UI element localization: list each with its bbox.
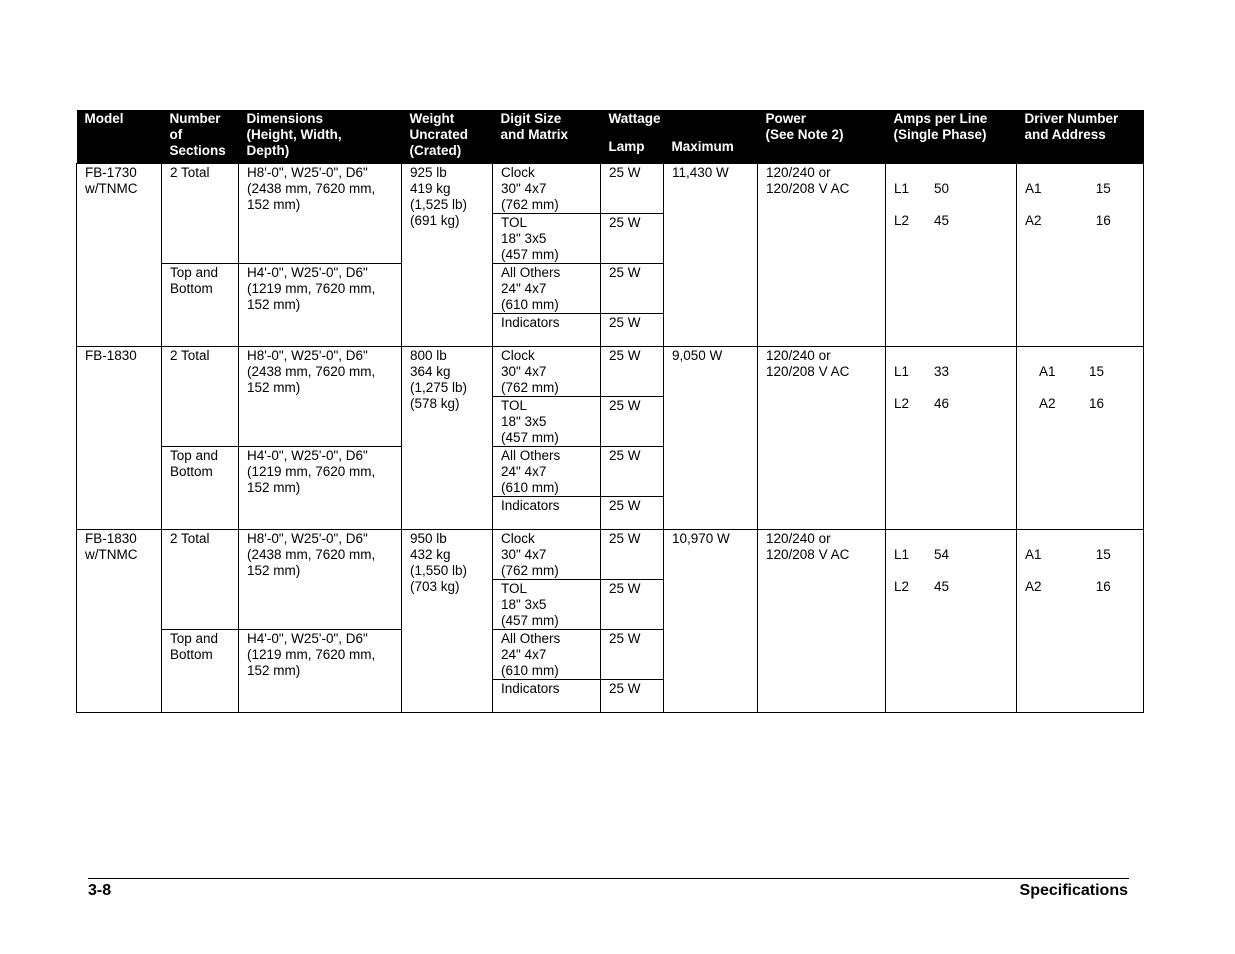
lamp-cell: 25 W (601, 630, 664, 680)
digit-cell: TOL 18" 3x5 (457 mm) (493, 214, 601, 264)
header-amps: Amps per Line (Single Phase) (886, 110, 1017, 164)
digit-cell: TOL 18" 3x5 (457 mm) (493, 580, 601, 630)
power-cell: 120/240 or 120/208 V AC (758, 530, 886, 713)
specifications-table (76, 110, 1144, 713)
dimensions-cell: H8'-0", W25'-0", D6" (2438 mm, 7620 mm, 152 mm) (239, 347, 402, 447)
driver-number: A1 (1039, 364, 1056, 379)
digit-cell: All Others 24" 4x7 (610 mm) (493, 630, 601, 680)
header-wattage: Wattage (601, 110, 758, 137)
header-sections: Number of Sections (162, 110, 239, 164)
table-body (77, 164, 1144, 713)
maximum-cell: 9,050 W (664, 347, 758, 530)
maximum-cell: 10,970 W (664, 530, 758, 713)
power-cell: 120/240 or 120/208 V AC (758, 164, 886, 347)
header-dimensions: Dimensions (Height, Width, Depth) (239, 110, 402, 164)
line-label: L1 (894, 181, 910, 196)
driver-number: A2 (1025, 213, 1042, 228)
table-row (77, 164, 1144, 214)
sections-cell: Top and Bottom (162, 264, 239, 347)
weight-cell: 950 lb 432 kg (1,550 lb) (703 kg) (402, 530, 493, 713)
digit-cell: TOL 18" 3x5 (457 mm) (493, 397, 601, 447)
dimensions-cell: H4'-0", W25'-0", D6" (1219 mm, 7620 mm, 152 mm) (239, 447, 402, 530)
driver-number: A2 (1039, 396, 1056, 411)
table-row (77, 347, 1144, 397)
driver-address: 15 (1089, 364, 1105, 379)
sections-cell: Top and Bottom (162, 630, 239, 713)
driver-address: 15 (1095, 181, 1111, 196)
lamp-cell: 25 W (601, 580, 664, 630)
lamp-cell: 25 W (601, 314, 664, 347)
amps-value: 45 (934, 579, 950, 594)
amps-value: 45 (934, 213, 950, 228)
amps-value: 54 (934, 547, 950, 562)
sections-cell: 2 Total (162, 347, 239, 447)
header-weight: Weight Uncrated (Crated) (402, 110, 493, 164)
amps-value: 46 (934, 396, 950, 411)
amps-value: 33 (934, 364, 950, 379)
sections-cell: Top and Bottom (162, 447, 239, 530)
page-number: 3-8 (88, 882, 112, 899)
driver-number: A1 (1025, 547, 1042, 562)
amps-cell (886, 347, 1017, 530)
lamp-cell: 25 W (601, 447, 664, 497)
line-label: L2 (894, 213, 910, 228)
digit-cell: Indicators (493, 680, 601, 713)
header-digit-size: Digit Size and Matrix (493, 110, 601, 164)
sections-cell: 2 Total (162, 164, 239, 264)
dimensions-cell: H8'-0", W25'-0", D6" (2438 mm, 7620 mm, 152 mm) (239, 164, 402, 264)
header-driver: Driver Number and Address (1017, 110, 1144, 164)
header-lamp: Lamp (601, 137, 664, 164)
driver-cell (1017, 530, 1144, 713)
driver-number: A1 (1025, 181, 1042, 196)
line-label: L2 (894, 579, 910, 594)
driver-address: 16 (1095, 213, 1111, 228)
line-label: L1 (894, 364, 910, 379)
header-power: Power (See Note 2) (758, 110, 886, 164)
model-cell: FB-1830 (77, 347, 162, 530)
lamp-cell: 25 W (601, 264, 664, 314)
driver-address: 16 (1089, 396, 1105, 411)
lamp-cell: 25 W (601, 497, 664, 530)
amps-cell (886, 530, 1017, 713)
amps-cell (886, 164, 1017, 347)
dimensions-cell: H8'-0", W25'-0", D6" (2438 mm, 7620 mm, 152 mm) (239, 530, 402, 630)
digit-cell: Clock 30" 4x7 (762 mm) (493, 347, 601, 397)
driver-cell (1017, 164, 1144, 347)
digit-cell: Indicators (493, 314, 601, 347)
lamp-cell: 25 W (601, 214, 664, 264)
header-maximum: Maximum (664, 137, 758, 164)
amps-value: 50 (934, 181, 950, 196)
dimensions-cell: H4'-0", W25'-0", D6" (1219 mm, 7620 mm, 152 mm) (239, 264, 402, 347)
line-label: L2 (894, 396, 910, 411)
lamp-cell: 25 W (601, 530, 664, 580)
driver-cell (1017, 347, 1144, 530)
weight-cell: 800 lb 364 kg (1,275 lb) (578 kg) (402, 347, 493, 530)
digit-cell: Clock 30" 4x7 (762 mm) (493, 164, 601, 214)
power-cell: 120/240 or 120/208 V AC (758, 347, 886, 530)
dimensions-cell: H4'-0", W25'-0", D6" (1219 mm, 7620 mm, 152 mm) (239, 630, 402, 713)
lamp-cell: 25 W (601, 680, 664, 713)
section-title: Specifications (1019, 882, 1128, 899)
model-cell: FB-1730 w/TNMC (77, 164, 162, 347)
digit-cell: Clock 30" 4x7 (762 mm) (493, 530, 601, 580)
table-row (77, 530, 1144, 580)
driver-address: 15 (1095, 547, 1111, 562)
weight-cell: 925 lb 419 kg (1,525 lb) (691 kg) (402, 164, 493, 347)
driver-address: 16 (1095, 579, 1111, 594)
line-label: L1 (894, 547, 910, 562)
header-model: Model (77, 110, 162, 164)
digit-cell: All Others 24" 4x7 (610 mm) (493, 447, 601, 497)
digit-cell: All Others 24" 4x7 (610 mm) (493, 264, 601, 314)
driver-number: A2 (1025, 579, 1042, 594)
lamp-cell: 25 W (601, 397, 664, 447)
model-cell: FB-1830 w/TNMC (77, 530, 162, 713)
lamp-cell: 25 W (601, 347, 664, 397)
digit-cell: Indicators (493, 497, 601, 530)
sections-cell: 2 Total (162, 530, 239, 630)
lamp-cell: 25 W (601, 164, 664, 214)
footer-divider (88, 878, 1129, 879)
maximum-cell: 11,430 W (664, 164, 758, 347)
